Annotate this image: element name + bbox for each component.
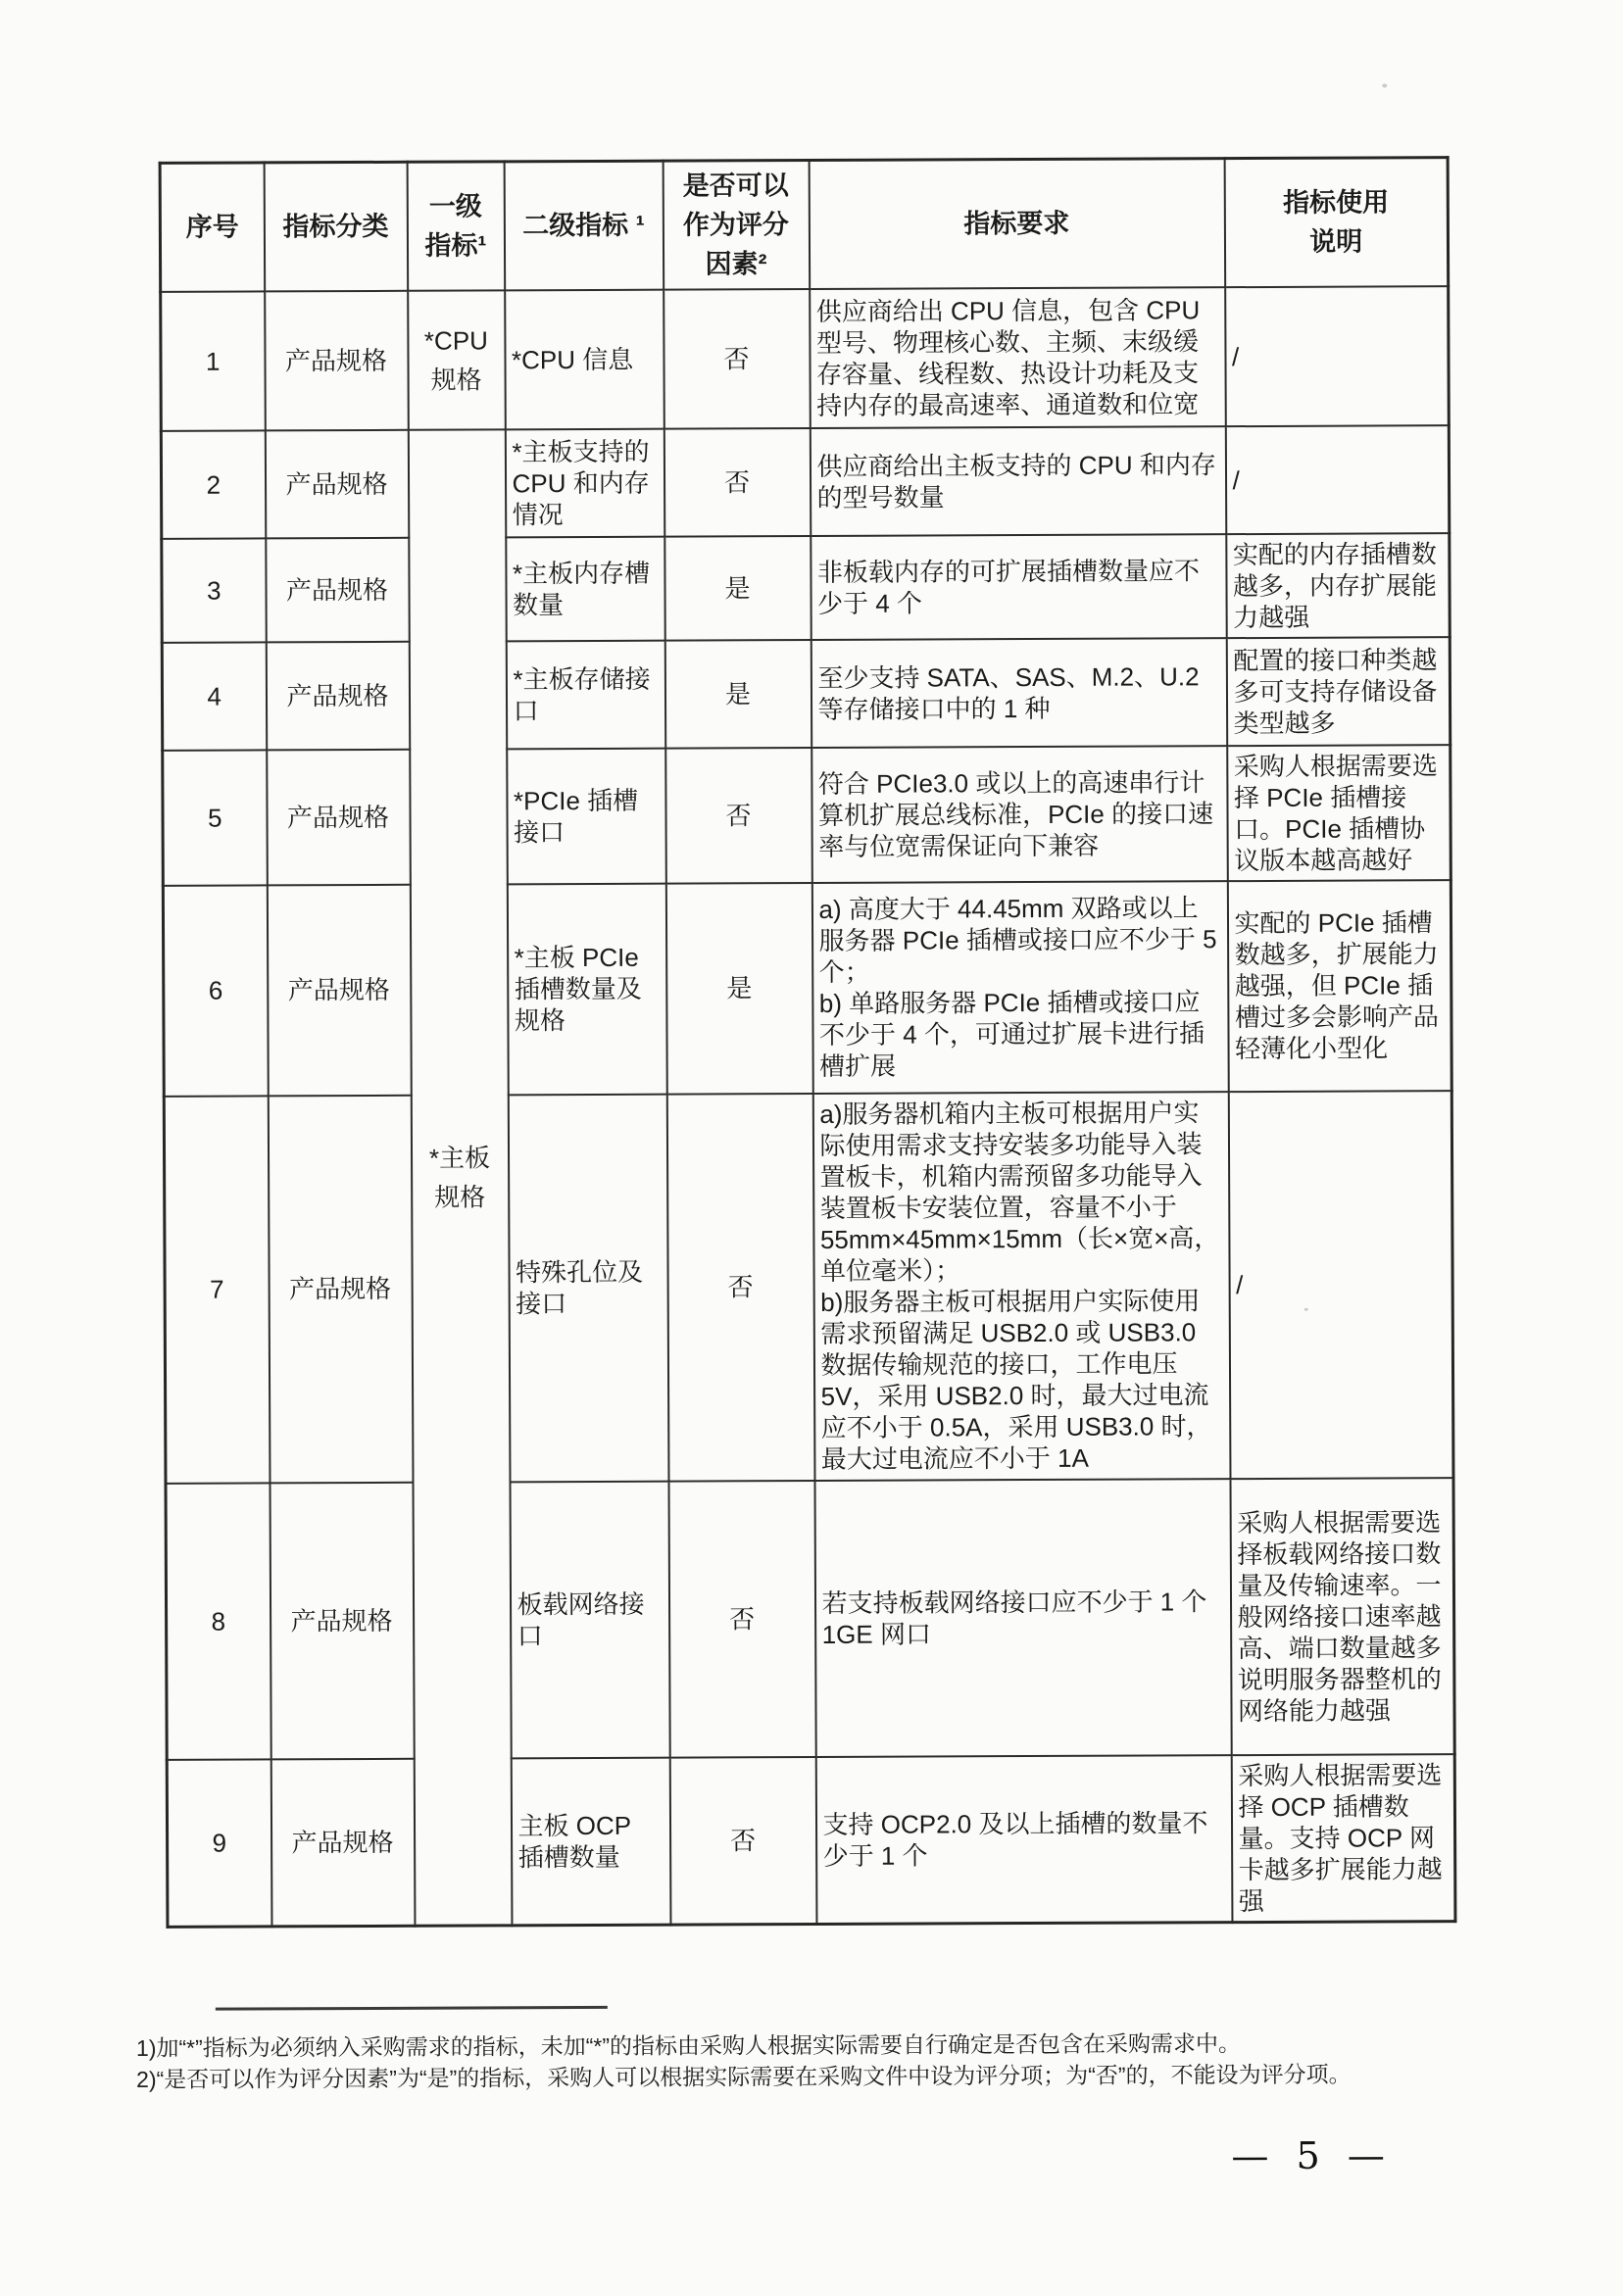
cell-usage: 采购人根据需要选择 PCIe 插槽接口。PCIe 插槽协议版本越高越好 xyxy=(1227,745,1451,881)
cell-requirement: 供应商给出主板支持的 CPU 和内存的型号数量 xyxy=(810,426,1225,536)
cell-category: 产品规格 xyxy=(266,537,409,642)
cell-category: 产品规格 xyxy=(265,290,409,430)
header-row xyxy=(160,158,1449,292)
cell-usage: 采购人根据需要选择板载网络接口数量及传输速率。一般网络接口速率越高、端口数量越多说明服务器整机的网络能力越强 xyxy=(1230,1478,1454,1755)
cell-requirement: 非板载内存的可扩展插槽数量应不少于 4 个 xyxy=(811,534,1226,640)
cell-scoring: 否 xyxy=(665,747,812,883)
cell-usage: 实配的 PCIe 插槽数越多，扩展能力越强，但 PCIe 插槽过多会影响产品轻薄化小型化 xyxy=(1227,880,1451,1092)
cell-indicator: 主板 OCP 插槽数量 xyxy=(511,1757,670,1925)
cell-no: 8 xyxy=(166,1483,270,1759)
cell-scoring: 否 xyxy=(666,1093,814,1481)
col-header-category: 指标分类 xyxy=(264,162,408,291)
cell-scoring: 否 xyxy=(664,428,810,537)
cell-usage: 实配的内存插槽数越多，内存扩展能力越强 xyxy=(1226,533,1450,638)
cell-indicator: *PCIe 插槽接口 xyxy=(507,748,666,884)
cell-no: 6 xyxy=(163,885,268,1096)
scan-speck xyxy=(1382,83,1387,87)
page-number: — 5 — xyxy=(1231,2133,1393,2178)
table-row xyxy=(167,1754,1455,1927)
cell-no: 2 xyxy=(161,430,265,538)
cell-category: 产品规格 xyxy=(266,641,409,750)
footnote-1: 1)加“*”指标为必须纳入采购需求的指标，未加“*”的指标由采购人根据实际需要自行确定是否包含在采购需求中。 xyxy=(135,2030,1242,2062)
cell-scoring: 否 xyxy=(664,289,811,429)
table-row xyxy=(162,637,1450,751)
cell-no: 7 xyxy=(164,1096,270,1483)
cell-category: 产品规格 xyxy=(268,1095,413,1483)
spec-table xyxy=(159,156,1457,1928)
footnote-divider xyxy=(216,2006,608,2011)
cell-usage: / xyxy=(1225,286,1450,426)
col-header-requirement: 指标要求 xyxy=(809,159,1225,289)
table-row xyxy=(161,286,1450,431)
col-header-scoring: 是否可以 作为评分 因素² xyxy=(663,161,810,290)
table-row xyxy=(161,425,1449,539)
cell-requirement: 供应商给出 CPU 信息，包含 CPU 型号、物理核心数、主频、末级缓存容量、线程数、热设计功耗及支持内存的最高速率、通道数和位宽 xyxy=(810,287,1226,428)
cell-no: 9 xyxy=(167,1759,271,1927)
cell-usage: / xyxy=(1225,425,1449,534)
cell-no: 5 xyxy=(163,750,268,885)
table-row xyxy=(164,1091,1453,1484)
cell-category: 产品规格 xyxy=(267,884,411,1096)
table-row xyxy=(162,533,1450,643)
col-header-usage: 指标使用 说明 xyxy=(1224,158,1449,287)
cell-indicator: *主板存储接口 xyxy=(506,640,664,749)
cell-category: 产品规格 xyxy=(267,749,411,885)
cell-category: 产品规格 xyxy=(265,429,408,538)
cell-category: 产品规格 xyxy=(270,1482,414,1759)
cell-scoring: 是 xyxy=(664,639,811,748)
cell-requirement: 支持 OCP2.0 及以上插槽的数量不少于 1 个 xyxy=(815,1755,1232,1924)
cell-usage: 采购人根据需要选择 OCP 插槽数量。支持 OCP 网卡越多扩展能力越强 xyxy=(1231,1754,1455,1922)
col-header-level2: 二级指标 ¹ xyxy=(504,161,664,290)
cell-no: 3 xyxy=(162,538,266,642)
cell-requirement: 符合 PCIe3.0 或以上的高速串行计算机扩展总线标准，PCIe 的接口速率与位宽需保证向下兼容 xyxy=(812,746,1228,883)
cell-scoring: 是 xyxy=(665,882,812,1094)
footnote-2: 2)“是否可以作为评分因素”为“是”的指标，采购人可以根据实际需要在采购文件中设为评分项；为“否”的，不能设为评分项。 xyxy=(136,2061,1352,2093)
cell-indicator: *主板 PCIe 插槽数量及规格 xyxy=(507,883,666,1095)
cell-scoring: 否 xyxy=(669,1756,816,1924)
col-header-no: 序号 xyxy=(160,163,265,291)
cell-requirement: a) 高度大于 44.45mm 双路或以上服务器 PCIe 插槽或接口应不少于 5 个； b) 单路服务器 PCIe 插槽或接口应不少于 4 个，可通过扩展卡进行插槽扩展 xyxy=(812,881,1228,1094)
cell-category: 产品规格 xyxy=(270,1758,415,1926)
table-row xyxy=(166,1478,1454,1760)
col-header-level1: 一级 指标¹ xyxy=(407,162,505,290)
cell-requirement: 至少支持 SATA、SAS、M.2、U.2 等存储接口中的 1 种 xyxy=(811,638,1226,748)
scan-speck xyxy=(1304,1308,1308,1311)
cell-level1-mainboard: *主板 规格 xyxy=(408,429,512,1926)
cell-scoring: 否 xyxy=(668,1480,815,1757)
cell-level1-cpu: *CPU 规格 xyxy=(408,290,506,429)
cell-indicator: *CPU 信息 xyxy=(505,289,664,429)
table-row xyxy=(163,745,1451,886)
cell-no: 1 xyxy=(161,291,266,430)
cell-indicator: *主板支持的 CPU 和内存情况 xyxy=(505,428,664,537)
table-row xyxy=(163,880,1451,1097)
cell-indicator: *主板内存槽数量 xyxy=(506,536,664,641)
cell-no: 4 xyxy=(162,642,266,750)
cell-indicator: 特殊孔位及接口 xyxy=(508,1094,668,1482)
cell-requirement: a)服务器机箱内主板可根据用户实际使用需求支持安装多功能导入装置板卡，机箱内需预留多功能导入装置板卡安装位置，容量不小于 55mm×45mm×15mm（长×宽×高，单位毫米）； b)服务器主板可根据用户实际使用需求预留满足 USB2.0 或 USB3.0 数据传输规范的接口，工作电压 5V，采用 USB2.0 时，最大过电流应不小于 0.5A，采用 USB3.0 时，最大过电流应不小于 1A xyxy=(812,1092,1230,1481)
cell-usage: / xyxy=(1228,1091,1453,1479)
cell-scoring: 是 xyxy=(664,535,811,640)
cell-requirement: 若支持板载网络接口应不少于 1 个 1GE 网口 xyxy=(814,1479,1231,1757)
cell-usage: 配置的接口种类越多可支持存储设备类型越多 xyxy=(1226,637,1450,746)
cell-indicator: 板载网络接口 xyxy=(510,1481,669,1758)
